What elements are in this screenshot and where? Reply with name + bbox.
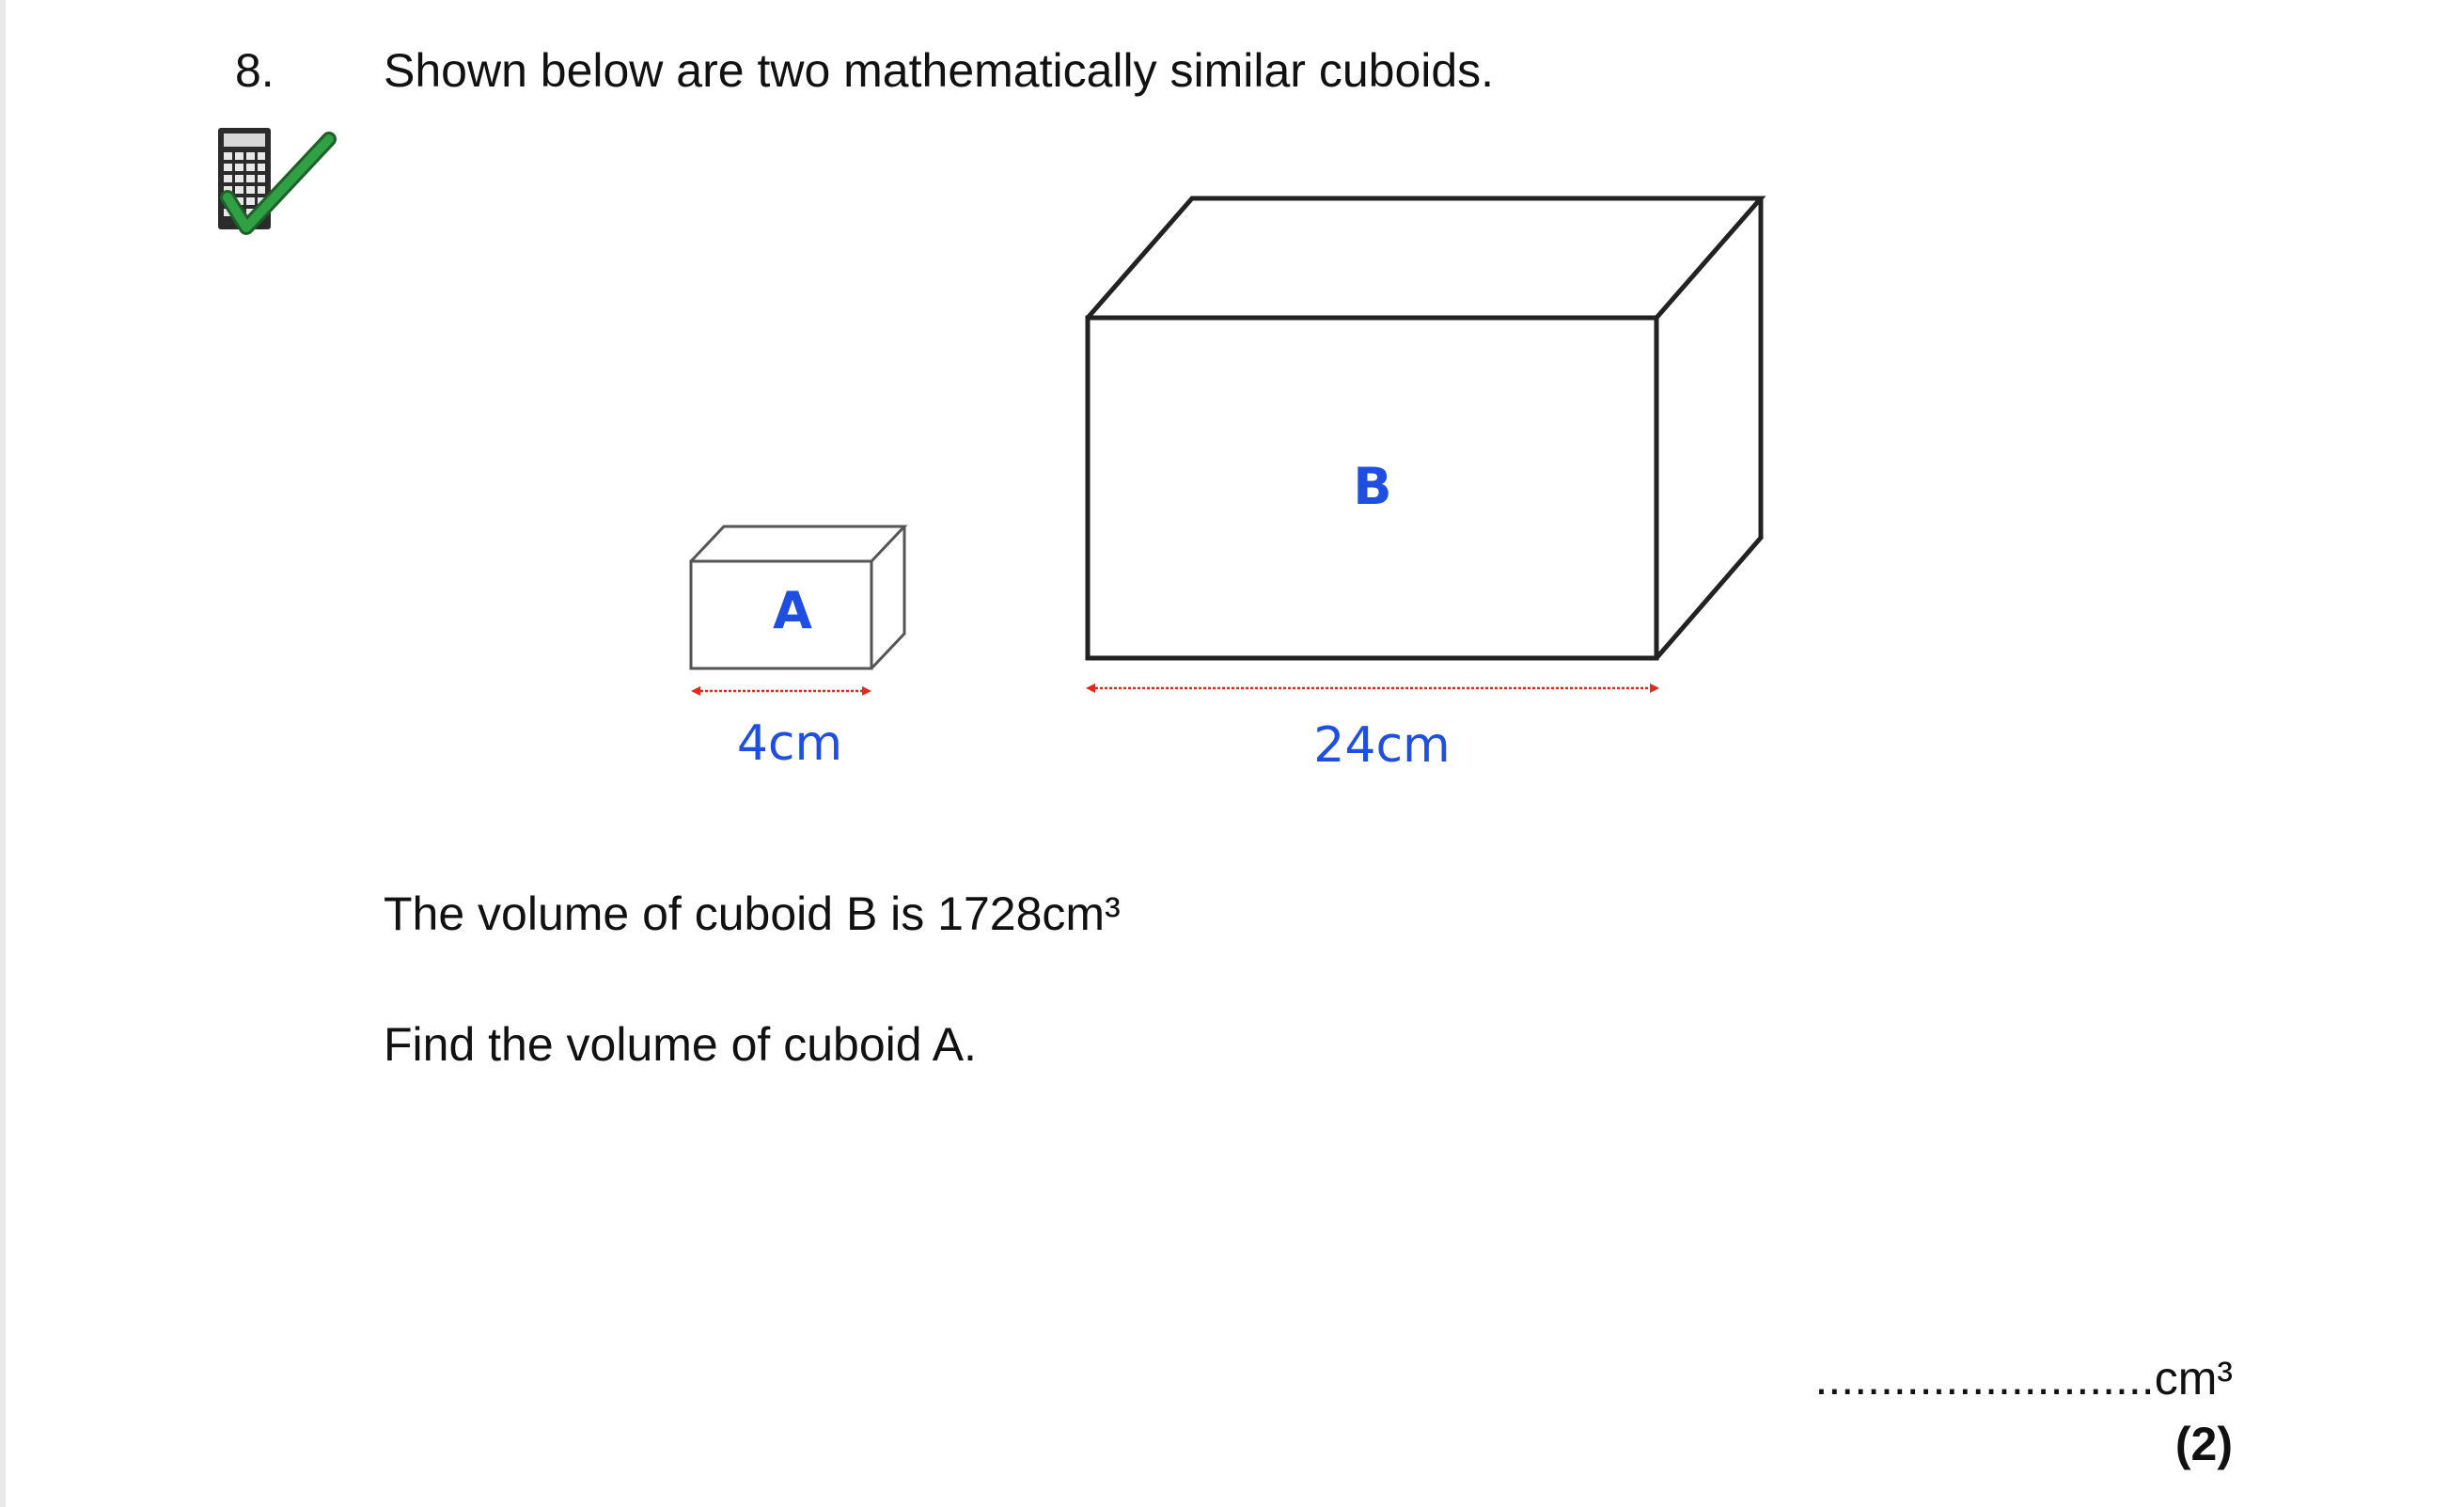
cuboid-b	[1088, 198, 1761, 658]
answer-line[interactable]: ..........................cm³	[1814, 1352, 2233, 1405]
cuboid-b-label: B	[1353, 457, 1392, 516]
task-instruction: Find the volume of cuboid A.	[384, 1018, 977, 1071]
cuboid-a-label: A	[773, 581, 812, 640]
dimension-b-label: 24cm	[1313, 717, 1451, 774]
question-stem: Shown below are two mathematically similar cuboids.	[384, 44, 1495, 97]
dimension-a-label: 4cm	[736, 715, 843, 772]
question-number: 8.	[235, 44, 275, 97]
volume-statement: The volume of cuboid B is 1728cm³	[384, 887, 1121, 940]
marks-available: (2)	[2174, 1418, 2233, 1470]
